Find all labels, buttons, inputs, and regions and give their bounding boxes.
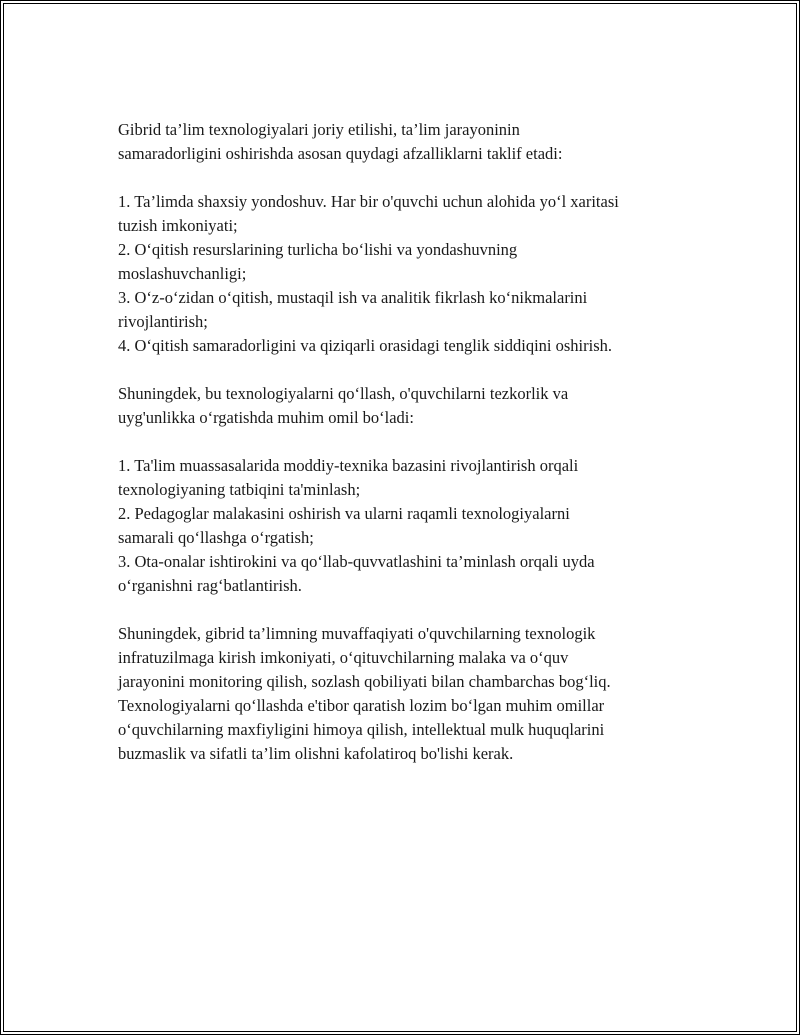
factors-list (118, 454, 693, 598)
list-item-line: texnologiyaning tatbiqini ta'minlash; (118, 480, 361, 499)
list-item (118, 502, 693, 550)
list-item-line: moslashuvchanligi; (118, 264, 247, 283)
conclusion-line: Texnologiyalarni qo‘llashda e'tibor qaratish lozim bo‘lgan muhim omillar (118, 696, 605, 715)
list-item-line: 1. Ta’limda shaxsiy yondoshuv. Har bir o'quvchi uchun alohida yo‘l xaritasi (118, 192, 619, 211)
list-item-line: 3. Ota-onalar ishtirokini va qo‘llab-quvvatlashini ta’minlash orqali uyda (118, 552, 595, 571)
list-item (118, 238, 693, 286)
list-item-line: 1. Ta'lim muassasalarida moddiy-texnika bazasini rivojlantirish orqali (118, 456, 579, 475)
list-item-line: tuzish imkoniyati; (118, 216, 238, 235)
list-item (118, 550, 693, 598)
list-item-line: 3. O‘z-o‘zidan o‘qitish, mustaqil ish va analitik fikrlash ko‘nikmalarini (118, 288, 588, 307)
intro-line: samaradorligini oshirishda asosan quydagi afzalliklarni taklif etadi: (118, 144, 563, 163)
list-item (118, 190, 693, 238)
conclusion-line: o‘quvchilarning maxfiyligini himoya qilish, intellektual mulk huquqlarini (118, 720, 605, 739)
paragraph-gap (118, 598, 693, 622)
middle-line: uyg'unlikka o‘rgatishda muhim omil bo‘ladi: (118, 408, 414, 427)
conclusion-line: jarayonini monitoring qilish, sozlash qobiliyati bilan chambarchas bog‘liq. (118, 672, 611, 691)
middle-paragraph (118, 382, 693, 430)
middle-line: Shuningdek, bu texnologiyalarni qo‘llash, o'quvchilarni tezkorlik va (118, 384, 569, 403)
list-item (118, 454, 693, 502)
list-item-line: 4. O‘qitish samaradorligini va qiziqarli orasidagi tenglik siddiqini oshirish. (118, 336, 613, 355)
list-item-line: samarali qo‘llashga o‘rgatish; (118, 528, 314, 547)
list-item (118, 334, 693, 358)
paragraph-gap (118, 166, 693, 190)
list-item-line: o‘rganishni rag‘batlantirish. (118, 576, 302, 595)
list-item-line: rivojlantirish; (118, 312, 208, 331)
conclusion-paragraph (118, 622, 693, 766)
conclusion-line: Shuningdek, gibrid ta’limning muvaffaqiyati o'quvchilarning texnologik (118, 624, 596, 643)
intro-line: Gibrid ta’lim texnologiyalari joriy etilishi, ta’lim jarayoninin (118, 120, 520, 139)
conclusion-line: buzmaslik va sifatli ta’lim olishni kafolatiroq bo'lishi kerak. (118, 744, 514, 763)
list-item-line: 2. Pedagoglar malakasini oshirish va ularni raqamli texnologiyalarni (118, 504, 570, 523)
document-body (118, 118, 693, 766)
list-item (118, 286, 693, 334)
paragraph-gap (118, 430, 693, 454)
intro-paragraph (118, 118, 693, 166)
paragraph-gap (118, 358, 693, 382)
conclusion-line: infratuzilmaga kirish imkoniyati, o‘qituvchilarning malaka va o‘quv (118, 648, 569, 667)
advantages-list (118, 190, 693, 358)
list-item-line: 2. O‘qitish resurslarining turlicha bo‘lishi va yondashuvning (118, 240, 518, 259)
